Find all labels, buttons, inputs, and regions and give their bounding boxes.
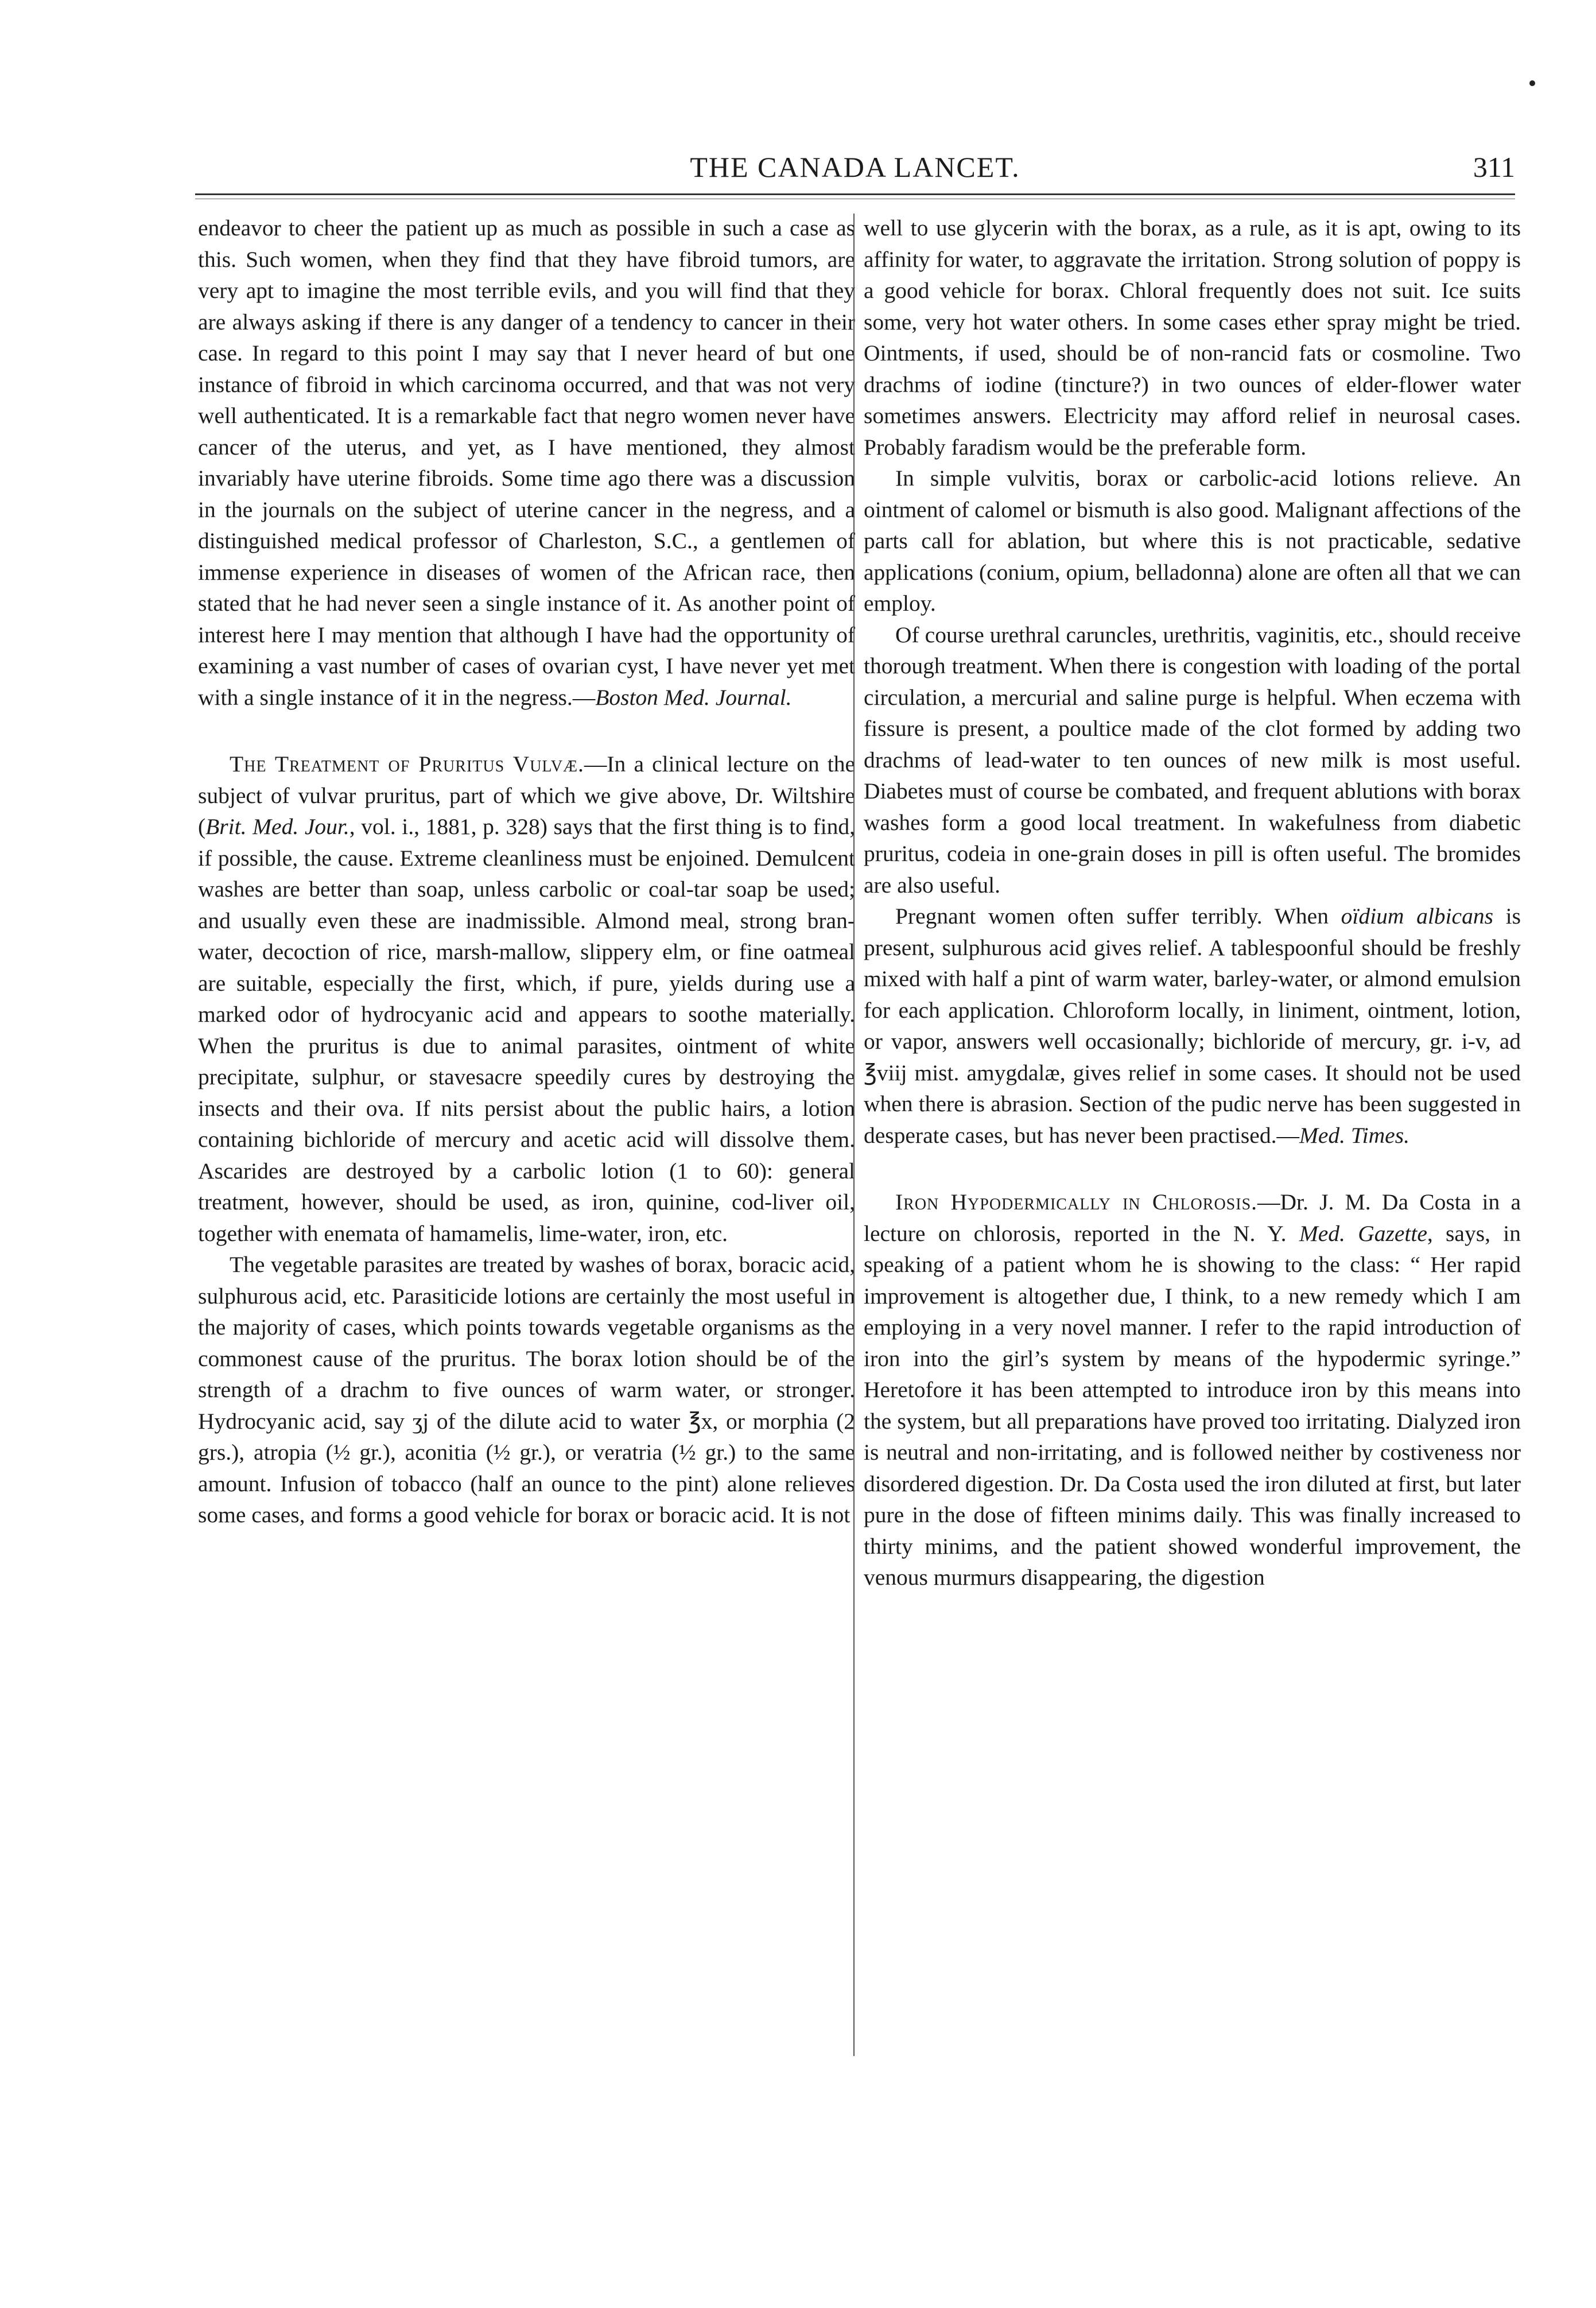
paragraph-text: —Dr. J. M. Da Costa in a lecture on chlorosis, reported in the N. Y.: [864, 1189, 1521, 1246]
source-citation: Med. Times.: [1299, 1122, 1409, 1148]
paragraph-text: is present, sulphurous acid gives relief. A tablespoonful should be freshly mixed with half a pint of warm water, barley-water, or almond emulsion for each application. Chloroform locally, in liniment, ointment, lotion, or vapor, answers well occasionally; bichloride of mercury, gr. i-v, ad ℥viij mist. amygdalæ, gives relief in some cases. It should not be used when there is abrasion. Section of the pudic nerve has been suggested in desperate cases, but has never been practised.—: [864, 903, 1521, 1148]
paragraph: [864, 212, 1521, 463]
section-heading: Iron Hypodermically in Chlorosis.: [895, 1189, 1258, 1215]
section-paragraph: [864, 1186, 1521, 1593]
paragraph-text: Of course urethral caruncles, urethritis, vaginitis, etc., should receive thorough treatment. When there is congestion with loading of the portal circulation, a mercurial and saline purge is helpful. When eczema with fissure is present, a poultice made of the clot formed by adding two drachms of lead-water to ten ounces of new milk is most useful. Diabetes must of course be combated, and frequent ablutions with borax washes form a good local treatment. In wakefulness from diabetic pruritus, codeia in one-grain doses in pill is often useful. The bromides are also useful.: [864, 622, 1521, 898]
paragraph: [198, 1249, 855, 1531]
left-column: [198, 212, 855, 1531]
paragraph: [864, 619, 1521, 901]
section-heading: The Treatment of Pruritus Vulvæ.: [230, 751, 584, 777]
paragraph: [198, 212, 855, 713]
paragraph-text: —In a clinical lecture on the subject of vulvar pruritus, part of which we give above, Dr. Wiltshire (: [198, 751, 855, 839]
paragraph-text: , vol. i., 1881, p. 328) says that the first thing is to find, if possible, the cause. Extreme cleanliness must be enjoined. Demulcent washes are better than soap, unless carbolic or coal-tar soap be used; and usually even these are inadmissible. Almond meal, strong bran-water, decoction of rice, marsh-mallow, slippery elm, or fine oatmeal are suitable, especially the first, which, if pure, yields during use a marked odor of hydrocyanic acid and appears to soothe materially. When the pruritus is due to animal parasites, ointment of white precipitate, sulphur, or stavesacre speedily cures by destroying the insects and their ova. If nits persist about the public hairs, a lotion containing bichloride of mercury and acetic acid will dissolve them. Ascarides are destroyed by a carbolic lotion (1 to 60): general treatment, however, should be used, as iron, quinine, cod-liver oil, together with enemata of hamamelis, lime-water, iron, etc.: [198, 814, 855, 1246]
right-column: [864, 212, 1521, 1593]
paragraph-text: Pregnant women often suffer terribly. When: [895, 903, 1341, 929]
species-name: oïdium albicans: [1341, 903, 1493, 929]
header-rule: [195, 193, 1515, 195]
journal-citation: Med. Gazette: [1299, 1220, 1427, 1246]
paragraph: [864, 901, 1521, 1151]
journal-citation: Brit. Med. Jour.: [205, 814, 350, 839]
paragraph-text: The vegetable parasites are treated by washes of borax, boracic acid, sulphurous acid, etc. Parasiticide lotions are certainly the most useful in the majority of cases, which points towards vegetable organisms as the commonest cause of the pruritus. The borax lotion should be of the strength of a drachm to five ounces of warm water, or stronger. Hydrocyanic acid, say ʒj of the dilute acid to water ℥x, or morphia (2 grs.), atropia (½ gr.), aconitia (½ gr.), or veratria (½ gr.) to the same amount. Infusion of tobacco (half an ounce to the pint) alone relieves some cases, and forms a good vehicle for borax or boracic acid. It is not: [198, 1252, 855, 1527]
page-number: 311: [1473, 151, 1515, 183]
paragraph-text: well to use glycerin with the borax, as a rule, as it is apt, owing to its affinity for water, to aggravate the irritation. Strong solution of poppy is a good vehicle for borax. Chloral frequently does not suit. Ice suits some, very hot water others. In some cases ether spray might be tried. Ointments, if used, should be of non-rancid fats or cosmoline. Two drachms of iodine (tincture?) in two ounces of elder-flower water sometimes answers. Electricity may afford relief in neurosal cases. Probably faradism would be the preferable form.: [864, 215, 1521, 460]
paragraph-text: endeavor to cheer the patient up as much as possible in such a case as this. Such women, when they find that they have fibroid tumors, are very apt to imagine the most terrible evils, and you will find that they are always asking if there is any danger of a tendency to cancer in their case. In regard to this point I may say that I never heard of but one instance of fibroid in which carcinoma occurred, and that was not very well authenticated. It is a remarkable fact that negro women never have cancer of the uterus, and yet, as I have mentioned, they almost invariably have uterine fibroids. Some time ago there was a discussion in the journals on the subject of uterine cancer in the negress, and a distinguished medical professor of Charleston, S.C., a gentlemen of immense experience in diseases of women of the African race, then stated that he had never seen a single instance of it. As another point of interest here I may mention that although I have had the opportunity of examining a vast number of cases of ovarian cyst, I have never yet met with a single instance of it in the negress.—: [198, 215, 855, 710]
page-header: [195, 150, 1515, 191]
paragraph-text: , says, in speaking of a patient whom he is showing to the class: “ Her rapid improvement is altogether due, I think, to a new remedy which I am employing in a very novel manner. I refer to the rapid introduction of iron into the girl’s system by means of the hypodermic syringe.” Heretofore it has been attempted to introduce iron by this means into the system, but all preparations have proved too irritating. Dialyzed iron is neutral and non-irritating, and is followed neither by costiveness nor disordered digestion. Dr. Da Costa used the iron diluted at first, but later pure in the dose of fifteen minims daily. This was finally increased to thirty minims, and the patient showed wonderful improvement, the venous murmurs disappearing, the digestion: [864, 1220, 1521, 1590]
paragraph: [864, 463, 1521, 619]
source-citation: Boston Med. Journal.: [595, 684, 792, 710]
running-title: THE CANADA LANCET.: [690, 151, 1020, 183]
paragraph-text: In simple vulvitis, borax or carbolic-acid lotions relieve. An ointment of calomel or bismuth is also good. Malignant affections of the parts call for ablation, but where this is not practicable, sedative applications (conium, opium, belladonna) alone are often all that we can employ.: [864, 466, 1521, 616]
printing-speck: [1529, 80, 1535, 86]
section-paragraph: [198, 748, 855, 1249]
column-divider: [853, 214, 855, 2056]
